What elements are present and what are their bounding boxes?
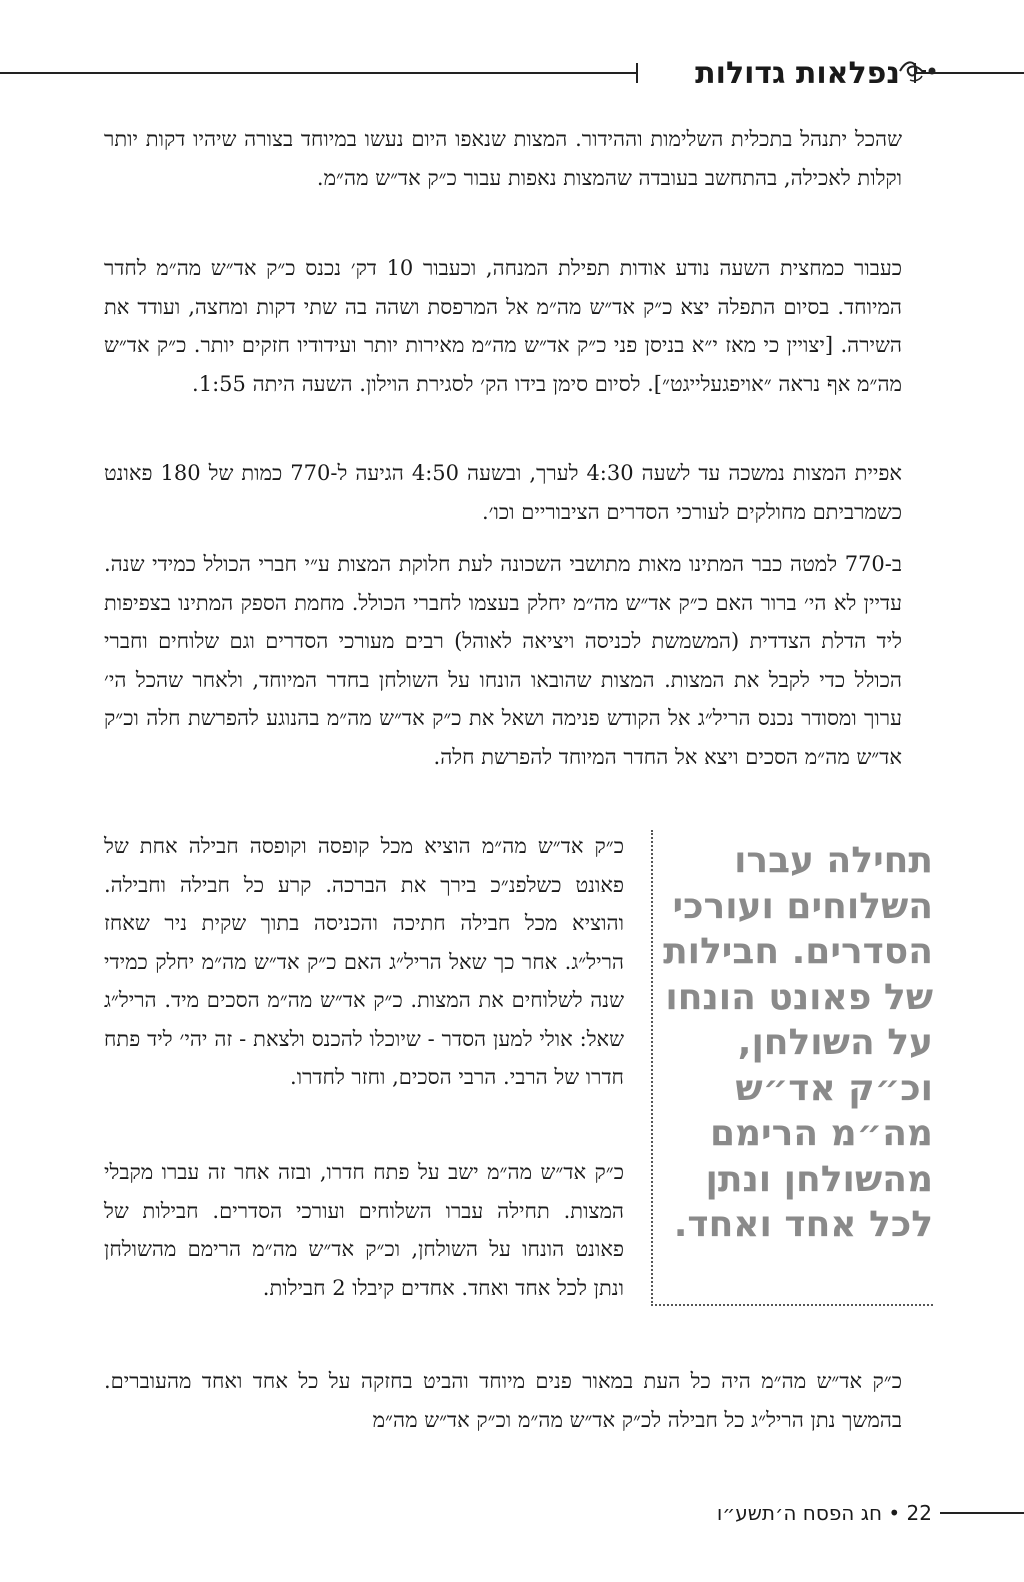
paragraph: ב-770 למטה כבר המתינו מאות מתושבי השכונה לעת חלוקת המצות ע״י חברי הכולל כמידי שנה. עדיין לא הי׳ ברור האם כ״ק אד״ש מה״מ יחלק בעצמו לחברי הכולל. מחמת הספק המתינו בצפיפות ליד הדלת הצדדית (המשמשת לכניסה ויציאה לאוהל) רבים מעורכי הסדרים וגם שלוחים וחברי הכולל כדי לקבל את המצות. המצות שהובאו הונחו על השולחן בחדר המיוחד, ולאחר שהכל הי׳ ערוך ומסודר נכנס הריל״ג אל הקודש פנימה ושאל את כ״ק אד״ש מה״מ בהנוגע להפרשת חלה וכ״ק אד״ש מה״מ הסכים ויצא אל החדר המיוחד להפרשת חלה. (104, 552, 902, 769)
page-footer: 22 • חג הפסח ה׳תשע״ו (716, 1501, 932, 1525)
pull-quote-dotted-border (651, 830, 656, 1306)
paragraph: כעבור כמחצית השעה נודע אודות תפילת המנחה, וכעבור 10 דק׳ נכנס כ״ק אד״ש מה״מ לחדר המיוחד. בסיום התפלה יצא כ״ק אד״ש מה״מ אל המרפסת ושהה בה שתי דקות ומחצה, ועודד את השירה. [יצויין כי מאז י״א בניסן פני כ״ק אד״ש מה״מ מאירות יותר ועידודיו חזקים יותר. כ״ק אד״ש מה״מ אף נראה ״אויפגעלייגט״]. לסיום סימן בידו הק׳ לסגירת הוילון. השעה היתה 1:55. (104, 256, 903, 396)
header-rule-left (0, 72, 636, 74)
paragraph: כ״ק אד״ש מה״מ היה כל העת במאור פנים מיוחד והביט בחזקה על כל אחד ואחד מהעוברים. בהמשך נתן הריל״ג כל חבילה לכ״ק אד״ש מה״מ וכ״ק אד״ש מה״מ (104, 1369, 902, 1432)
footer-rule (940, 1512, 1024, 1514)
header-rule-right (916, 72, 1024, 74)
ornament-icon (896, 56, 940, 86)
paragraph: שהכל יתנהל בתכלית השלימות וההידור. המצות שנאפו היום נעשו במיוחד בצורה שיהיו דקות יותר וקלות לאכילה, בהתחשב בעובדה שהמצות נאפות עבור כ״ק אד״ש מה״מ. (104, 127, 902, 190)
column-paragraph: כ״ק אד״ש מה״מ הוציא מכל קופסה וקופסה חבילה אחת של פאונט כשלפנ״כ בירך את הברכה. קרע כל חבילה וחבילה. והוציא מכל חבילה חתיכה והכניסה בתוך שקית ניר שאחז הריל״ג. אחר כך שאל הריל״ג האם כ״ק אד״ש מה״מ יחלק כמידי שנה לשלוחים את המצות. כ״ק אד״ש מה״מ הסכים מיד. הריל״ג שאל: אולי למען הסדר - שיוכלו להכנס ולצאת - זה יהי׳ ליד פתח חדרו של הרבי. הרבי הסכים, וחזר לחדרו. (104, 834, 624, 1089)
pull-quote-dotted-rule (651, 1304, 933, 1306)
pull-quote-text: תחילה עברו השלוחים ועורכי הסדרים. חבילות של פאונט הונחו על השולחן, וכ״ק אד״ש מה״מ הרימם מהשולחן ונתן לכל אחד ואחד. (663, 840, 933, 1245)
paragraph: אפיית המצות נמשכה עד לשעה 4:30 לערך, ובשעה 4:50 הגיעה ל-770 כמות של 180 פאונט כשמרביתם מחולקים לעורכי הסדרים הציבוריים וכו׳. (104, 461, 903, 524)
column-paragraph: כ״ק אד״ש מה״מ ישב על פתח חדרו, ובזה אחר זה עברו מקבלי המצות. תחילה עברו השלוחים ועורכי הסדרים. חבילות של פאונט הונחו על השולחן, וכ״ק אד״ש מה״מ הרימם מהשולחן ונתן לכל אחד ואחד. אחדים קיבלו 2 חבילות. (104, 1160, 624, 1300)
section-title: נפלאות גדולות (695, 56, 900, 91)
header-rule-tick (636, 63, 638, 83)
pull-quote-box (651, 830, 933, 1306)
